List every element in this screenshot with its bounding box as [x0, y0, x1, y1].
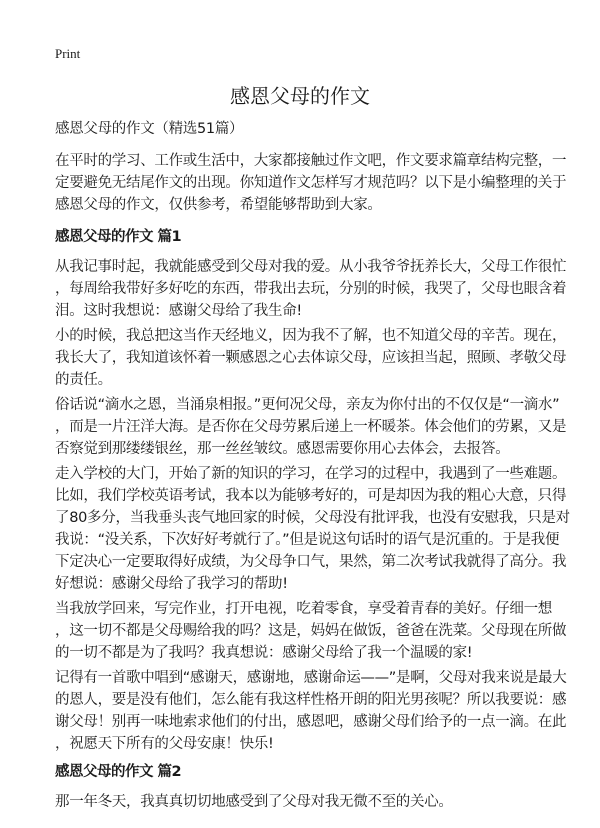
text-line: 从我记事时起，我就能感受到父母对我的爱。从小我爷爷抚养长大，父母工作很忙	[55, 259, 567, 275]
text-line: 谢父母！别再一味地索求他们的付出，感恩吧，感谢父母们给予的一点一滴。在此	[55, 714, 567, 730]
text-line: 那一年冬天，我真真切切地感受到了父母对我无微不至的关心。	[55, 794, 453, 810]
intro-paragraph	[55, 150, 567, 216]
text-line: 泪。这时我想说：感谢父母给了我生命!	[55, 303, 302, 319]
text-line: 感恩父母的作文，仅供参考，希望能够帮助到大家。	[55, 197, 382, 213]
paragraph	[55, 791, 555, 813]
text-line: ，每周给我带好多好吃的东西，带我出去玩，分别的时候，我哭了，父母也眼含着	[55, 281, 567, 297]
text-line: 的恩人，要是没有他们，怎么能有我这样性格开朗的阳光男孩呢？所以我要说：感	[55, 692, 567, 708]
paragraph	[55, 463, 570, 595]
section-heading: 感恩父母的作文 篇1	[55, 229, 182, 245]
essay-section	[55, 226, 570, 755]
text-line: 在平时的学习、工作或生活中，大家都接触过作文吧，作文要求篇章结构完整，一	[55, 153, 567, 169]
text-line: 比如，我们学校英语考试，我本以为能够考好的，可是却因为我的粗心大意，只得	[55, 488, 567, 504]
paragraph	[55, 325, 567, 391]
text-line: ，祝愿天下所有的父母安康！快乐!	[55, 736, 274, 752]
text-line: 我长大了，我知道该怀着一颗感恩之心去体谅父母，应该担当起，照顾、孝敬父母	[55, 350, 567, 366]
subtitle: 感恩父母的作文（精选51篇）	[55, 121, 244, 137]
print-link[interactable]: Print	[55, 46, 81, 61]
text-line: 俗话说“滴水之恩，当涌泉相报。”更何况父母，亲友为你付出的不仅仅是“一滴水”	[55, 397, 560, 413]
text-line: 的责任。	[55, 372, 112, 388]
text-line: 定要避免无结尾作文的出现。你知道作文怎样写才规范吗？以下是小编整理的关于	[55, 175, 567, 191]
text-line: ，而是一片汪洋大海。是否你在父母劳累后递上一杯暖茶。体会他们的劳累，又是	[55, 419, 567, 435]
document-body	[55, 118, 570, 819]
text-line: 否察觉到那缕缕银丝，那一丝丝皱纹。感恩需要你用心去体会，去报答。	[55, 441, 510, 457]
text-line: 小的时候，我总把这当作天经地义，因为我不了解，也不知道父母的辛苦。现在，	[55, 328, 567, 344]
text-line: 的一切不都是为了我吗？我真想说：感谢父母给了我一个温暖的家!	[55, 645, 473, 661]
text-line: 记得有一首歌中唱到“感谢天，感谢地，感谢命运——”是啊，父母对我来说是最大	[55, 670, 567, 686]
text-line: 当我放学回来，写完作业，打开电视，吃着零食，享受着青春的美好。仔细一想	[55, 601, 552, 617]
paragraph	[55, 256, 567, 322]
sections	[55, 226, 570, 813]
text-line: 我说：“没关系，下次好好考就行了。”但是说这句话时的语气是沉重的。于是我便	[55, 532, 560, 548]
text-line: ，这一切不都是父母赐给我的吗？这是，妈妈在做饭，爸爸在洗菜。父母现在所做	[55, 623, 567, 639]
text-line: 下定决心一定要取得好成绩，为父母争口气，果然，第二次考试我就得了高分。我	[55, 554, 567, 570]
paragraph	[55, 394, 567, 460]
text-line: 走入学校的大门，开始了新的知识的学习，在学习的过程中，我遇到了一些难题。	[55, 466, 567, 482]
text-line: 好想说：感谢父母给了我学习的帮助!	[55, 576, 288, 592]
paragraph	[55, 667, 567, 755]
text-line: 了80多分，当我垂头丧气地回家的时候，父母没有批评我，也没有安慰我，只是对	[55, 510, 570, 526]
paragraph	[55, 598, 567, 664]
page-title: 感恩父母的作文	[230, 84, 370, 108]
essay-section	[55, 761, 555, 813]
section-heading: 感恩父母的作文 篇2	[55, 764, 182, 780]
